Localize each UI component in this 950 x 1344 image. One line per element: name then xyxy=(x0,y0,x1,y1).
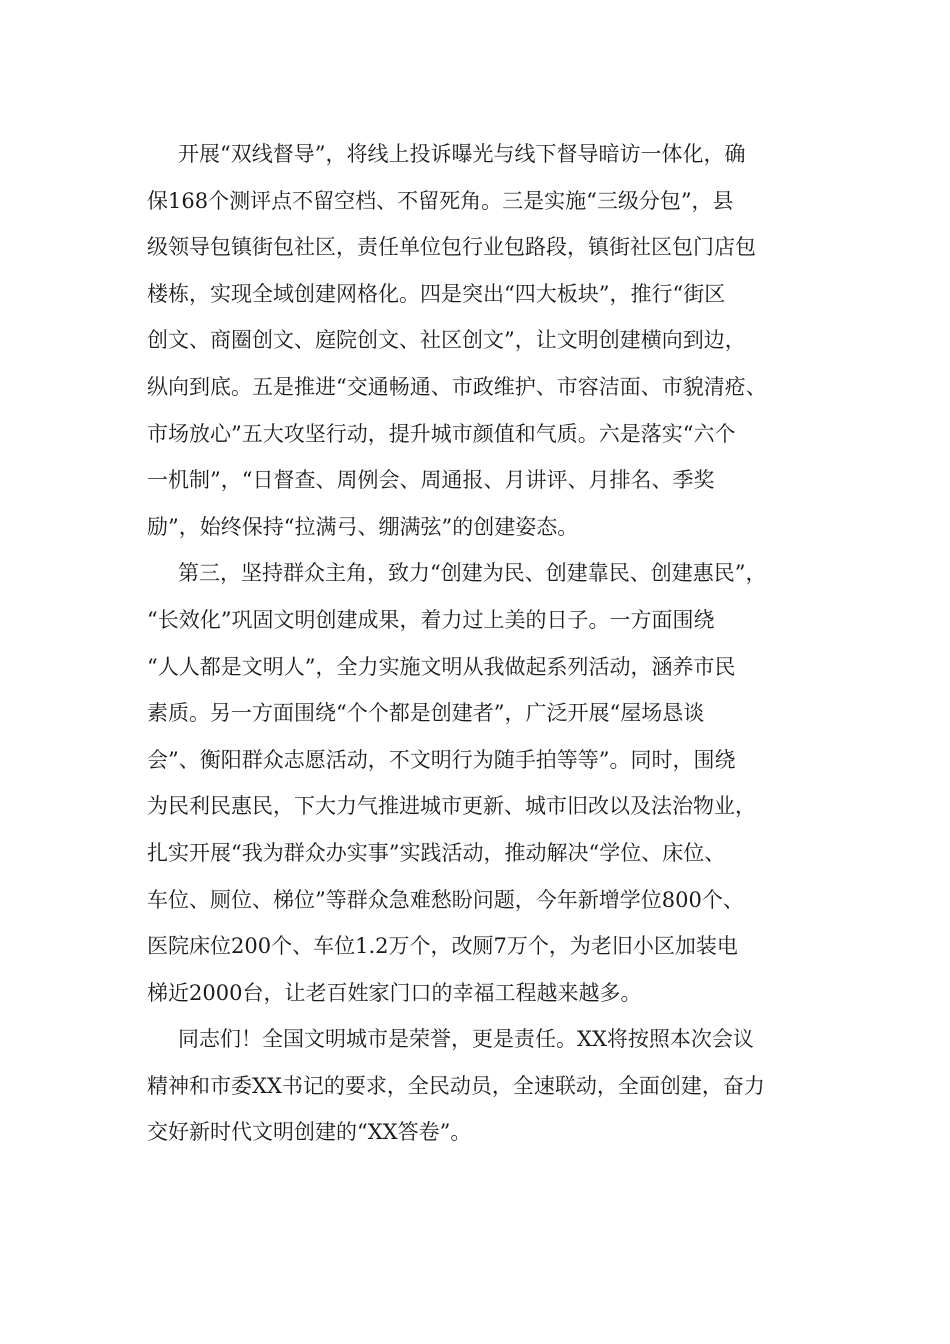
text-line: 会”、衡阳群众志愿活动，不文明行为随手拍等等”。同时，围绕 xyxy=(147,747,736,772)
text-line: 创文、商圈创文、庭院创文、社区创文”，让文明创建横向到边， xyxy=(147,328,746,353)
text-line: 车位、厕位、梯位”等群众急难愁盼问题，今年新增学位800个、 xyxy=(147,887,744,912)
text-line: 精神和市委XX书记的要求，全民动员，全速联动，全面创建，奋力 xyxy=(147,1073,765,1098)
text-line: 楼栋，实现全域创建网格化。四是突出“四大板块”，推行“街区 xyxy=(147,281,726,306)
text-line: 医院床位200个、车位1.2万个，改厕7万个，为老旧小区加装电 xyxy=(147,934,738,959)
paragraph-start-line: 同志们！全国文明城市是荣誉，更是责任。XX将按照本次会议 xyxy=(178,1027,754,1052)
text-line: 级领导包镇街包社区，责任单位包行业包路段，镇街社区包门店包 xyxy=(147,235,756,260)
text-line: 开展“双线督导”，将线上投诉曝光与线下督导暗访一体化，确 xyxy=(178,142,746,166)
text-line: “长效化”巩固文明创建成果，着力过上美的日子。一方面围绕 xyxy=(147,607,715,632)
paragraph-start-line: 第三，坚持群众主角，致力“创建为民、创建靠民、创建惠民”， xyxy=(178,561,767,586)
document-body xyxy=(147,131,807,1156)
text-line: 一机制”，“日督查、周例会、周通报、月讲评、月排名、季奖 xyxy=(147,468,715,493)
text-line: 为民利民惠民，下大力气推进城市更新、城市旧改以及法治物业， xyxy=(147,794,756,819)
text-line: 素质。另一方面围绕“个个都是创建者”，广泛开展“屋场恳谈 xyxy=(147,701,705,726)
text-line: 励”，始终保持“拉满弓、绷满弦”的创建姿态。 xyxy=(147,514,579,539)
text-line: 市场放心”五大攻坚行动，提升城市颜值和气质。六是落实“六个 xyxy=(147,421,736,446)
text-line: “人人都是文明人”，全力实施文明从我做起系列活动，涵养市民 xyxy=(147,654,736,679)
text-line: 纵向到底。五是推进“交通畅通、市政维护、市容洁面、市貌清疮、 xyxy=(147,374,767,399)
text-line: 扎实开展“我为群众办实事”实践活动，推动解决“学位、床位、 xyxy=(147,840,726,865)
text-line: 保168个测评点不留空档、不留死角。三是实施“三级分包”，县 xyxy=(147,188,734,213)
text-line: 交好新时代文明创建的“XX答卷”。 xyxy=(147,1120,472,1145)
text-line: 梯近2000台，让老百姓家门口的幸福工程越来越多。 xyxy=(147,980,642,1005)
